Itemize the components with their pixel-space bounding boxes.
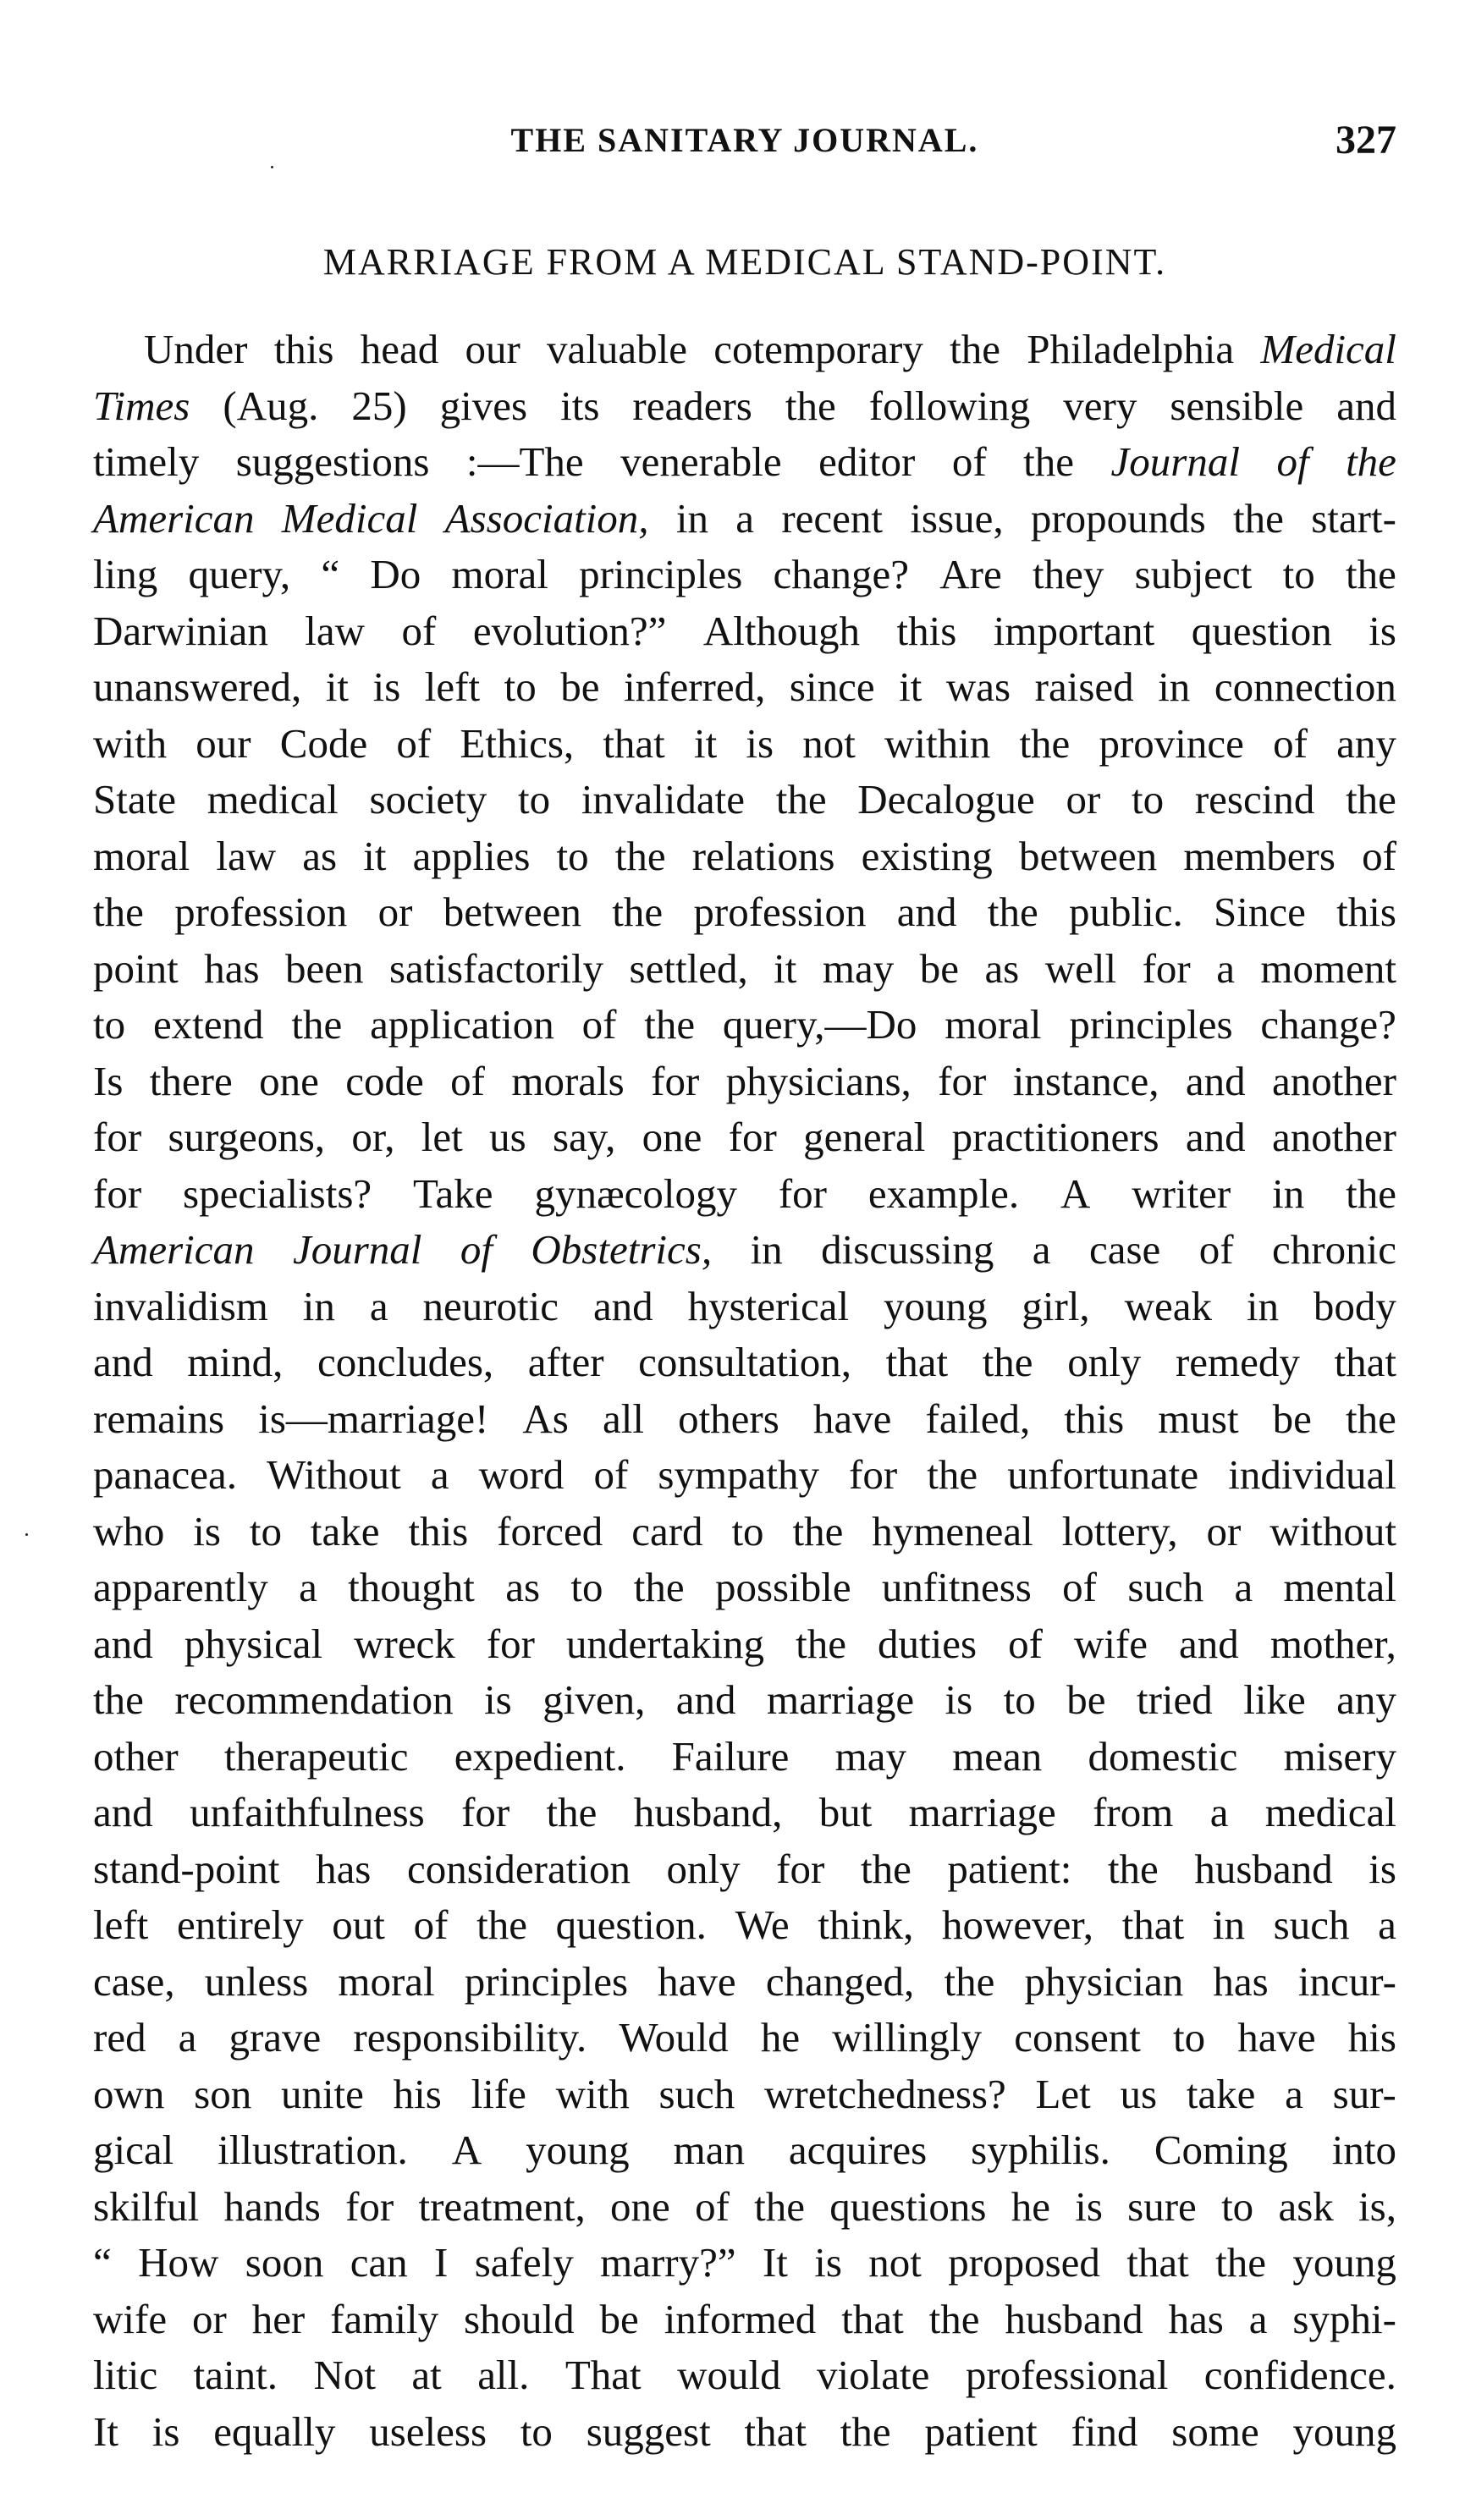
- text-line: wife or her family should be informed that the husband has a syphi-: [93, 2295, 1396, 2342]
- text-line: own son unite his life with such wretchedness? Let us take a sur-: [93, 2070, 1396, 2117]
- text-line: and mind, concludes, after consultation, that the only remedy that: [93, 1339, 1396, 1385]
- text-line: It is equally useless to suggest that the patient find some young: [93, 2407, 1396, 2455]
- text-line: timely suggestions :—The venerable editor of the Journal of the: [93, 438, 1396, 485]
- print-speck: [271, 166, 273, 168]
- text-line: remains is—marriage! As all others have failed, this must be the: [93, 1395, 1396, 1442]
- text-line: and unfaithfulness for the husband, but marriage from a medical: [93, 1789, 1396, 1835]
- text-line: unanswered, it is left to be inferred, since it was raised in connection: [93, 663, 1396, 710]
- text-line: litic taint. Not at all. That would violate professional confidence.: [93, 2352, 1396, 2398]
- text-line: apparently a thought as to the possible unfitness of such a mental: [93, 1564, 1396, 1610]
- text-line: American Medical Association, in a recent issue, propounds the start-: [93, 494, 1396, 542]
- article-body: [93, 322, 1396, 2460]
- text-line: the recommendation is given, and marriage is to be tried like any: [93, 1676, 1396, 1723]
- text-line: case, unless moral principles have changed, the physician has incur-: [93, 1957, 1396, 2005]
- text-line: stand-point has consideration only for the patient: the husband is: [93, 1845, 1396, 1892]
- running-head: [93, 120, 1396, 171]
- text-line: State medical society to invalidate the Decalogue or to rescind the: [93, 776, 1396, 823]
- text-line: and physical wreck for undertaking the duties of wife and mother,: [93, 1620, 1396, 1667]
- text-line: “ How soon can I safely marry?” It is not proposed that the young: [93, 2239, 1396, 2286]
- text-line: for surgeons, or, let us say, one for general practitioners and another: [93, 1114, 1396, 1160]
- text-line: red a grave responsibility. Would he willingly consent to have his: [93, 2014, 1396, 2061]
- text-line: point has been satisfactorily settled, it may be as well for a moment: [93, 944, 1396, 992]
- text-line: Times (Aug. 25) gives its readers the following very sensible and: [93, 382, 1396, 429]
- text-line: ling query, “ Do moral principles change? Are they subject to the: [93, 551, 1396, 597]
- text-line: invalidism in a neurotic and hysterical young girl, weak in body: [93, 1282, 1396, 1329]
- text-line: Is there one code of morals for physicians, for instance, and another: [93, 1057, 1396, 1104]
- article-title: MARRIAGE FROM A MEDICAL STAND-POINT.: [322, 241, 1167, 283]
- text-line: Under this head our valuable cotemporary the Philadelphia Medical: [144, 326, 1396, 372]
- text-line: American Journal of Obstetrics, in discussing a case of chronic: [93, 1226, 1396, 1273]
- text-line: gical illustration. A young man acquires syphilis. Coming into: [93, 2127, 1396, 2173]
- text-line: who is to take this forced card to the hymeneal lottery, or without: [93, 1507, 1396, 1554]
- text-line: other therapeutic expedient. Failure may mean domestic misery: [93, 1732, 1396, 1780]
- text-line: Darwinian law of evolution?” Although this important question is: [93, 607, 1396, 654]
- page-number: 327: [1336, 118, 1396, 162]
- journal-title: THE SANITARY JOURNAL.: [510, 121, 979, 159]
- text-line: for specialists? Take gynæcology for example. A writer in the: [93, 1169, 1396, 1217]
- text-line: left entirely out of the question. We think, however, that in such a: [93, 1901, 1396, 1948]
- text-line: to extend the application of the query,—Do moral principles change?: [93, 1001, 1396, 1048]
- text-line: skilful hands for treatment, one of the questions he is sure to ask is,: [93, 2182, 1396, 2230]
- print-speck: [25, 1533, 28, 1536]
- text-line: moral law as it applies to the relations existing between members of: [93, 832, 1396, 879]
- text-line: the profession or between the profession and the public. Since this: [93, 889, 1396, 935]
- text-line: with our Code of Ethics, that it is not within the province of any: [93, 719, 1396, 767]
- text-line: panacea. Without a word of sympathy for the unfortunate individual: [93, 1451, 1396, 1498]
